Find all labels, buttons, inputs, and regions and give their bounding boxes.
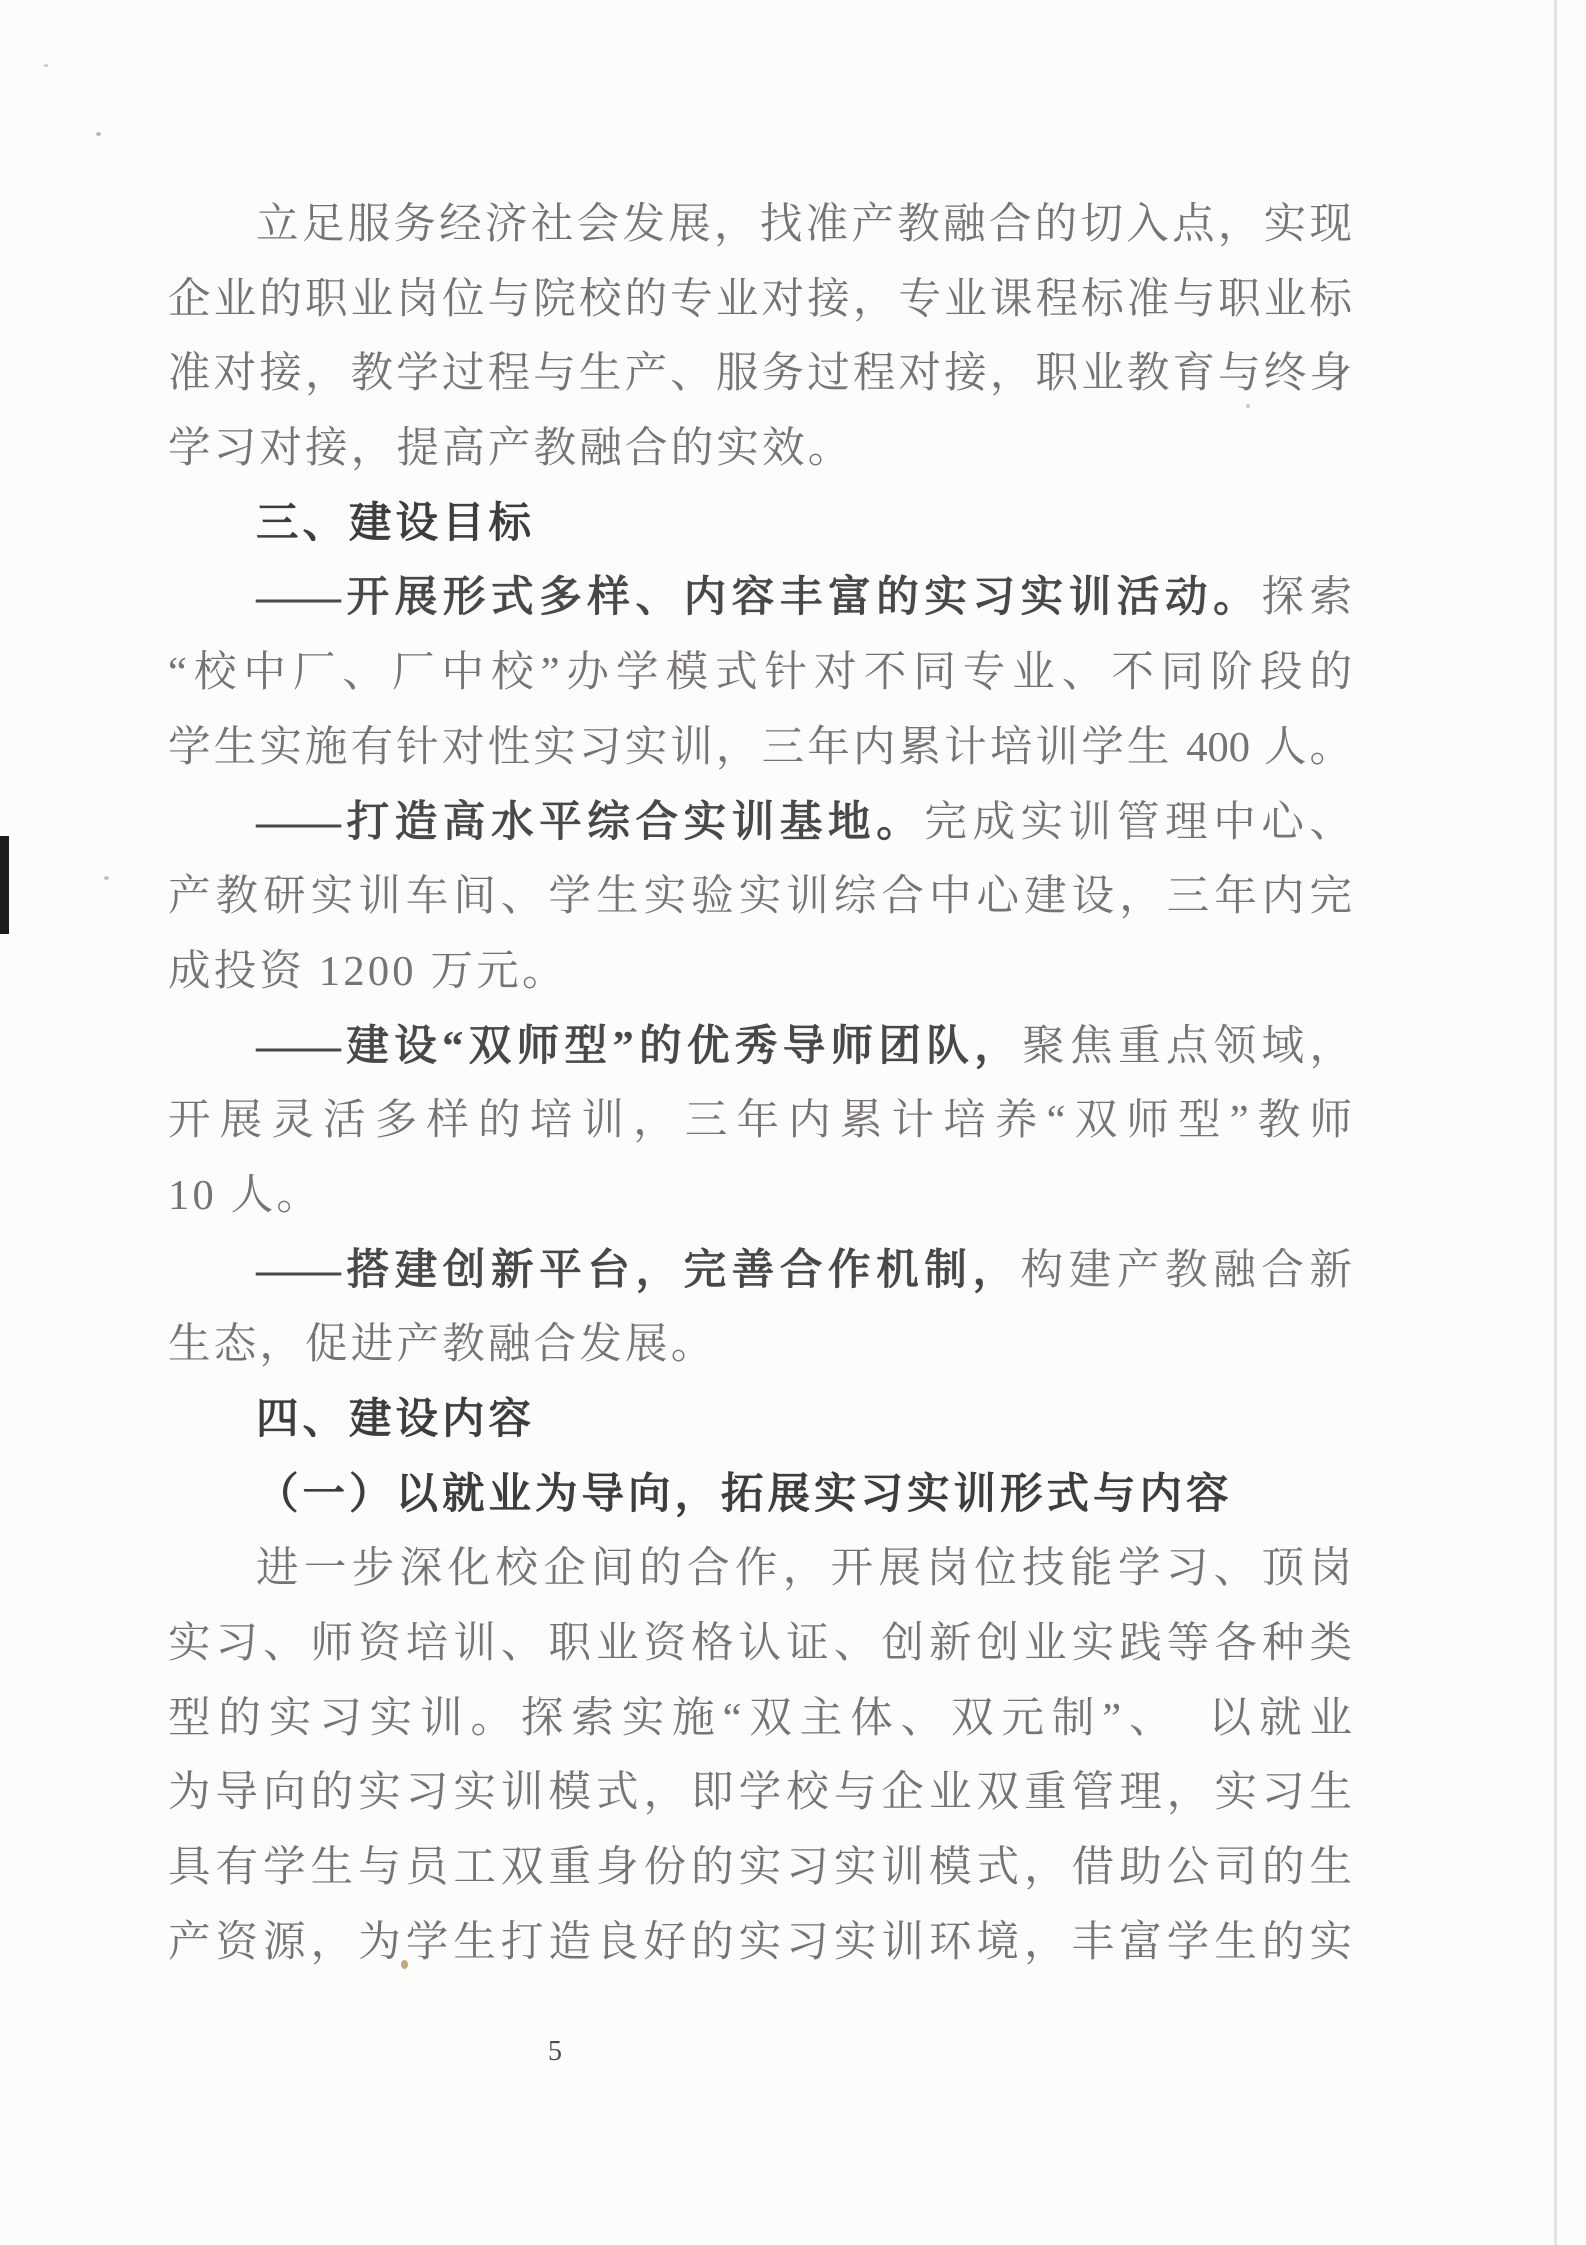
text-segment: 聚焦重点领域， [1022,1022,1352,1070]
bold-text-segment: （一）以就业为导向，拓展实习实训形式与内容 [256,1470,1233,1518]
bold-text-segment: ——搭建创新平台，完善合作机制， [256,1246,1021,1294]
scan-speck [44,64,48,67]
text-segment: 具有学生与员工双重身份的实习实训模式，借助公司的生 [168,1844,1352,1892]
scan-speck [96,132,101,136]
text-segment: 实习、师资培训、职业资格认证、创新创业实践等各种类 [168,1620,1352,1668]
text-segment: 10 人。 [168,1171,323,1219]
text-line [168,263,1352,338]
text-line [168,1234,1352,1309]
text-segment: 开展灵活多样的培训，三年内累计培养“双师型”教师 [168,1097,1352,1145]
document-body [168,188,1352,1981]
text-line [168,1906,1352,1981]
text-line [168,1532,1352,1607]
text-line [168,935,1352,1010]
text-line [168,1010,1352,1085]
text-segment: 学习对接，提高产教融合的实效。 [168,425,854,473]
text-line [168,1084,1352,1159]
text-line [168,786,1352,861]
text-segment: 为导向的实习实训模式，即学校与企业双重管理，实习生 [168,1769,1352,1817]
text-segment: 探索 [1261,574,1352,622]
text-segment: 成投资 1200 万元。 [168,947,568,995]
bold-text-segment: ——建设“双师型”的优秀导师团队， [256,1022,1023,1070]
scan-speck [104,876,109,880]
bold-text-segment: ——开展形式多样、内容丰富的实习实训活动。 [256,574,1262,622]
text-segment: 准对接，教学过程与生产、服务过程对接，职业教育与终身 [168,350,1352,398]
text-line [168,1682,1352,1757]
bold-text-segment: 三、建设目标 [256,499,536,547]
text-line [168,1756,1352,1831]
scanner-edge-streak [1554,0,1557,2245]
text-segment: 学生实施有针对性实习实训，三年内累计培训学生 400 人。 [168,723,1352,771]
text-segment: 企业的职业岗位与院校的专业对接，专业课程标准与职业标 [168,275,1352,323]
text-segment: 进一步深化校企间的合作，开展岗位技能学习、顶岗 [256,1545,1352,1593]
text-line [168,860,1352,935]
scan-artifact-bar [0,836,9,934]
text-line [168,1607,1352,1682]
text-segment: 构建产教融合新 [1020,1246,1352,1294]
text-segment: 完成实训管理中心、 [924,798,1352,846]
text-line [168,412,1352,487]
text-line [168,561,1352,636]
bold-text-segment: ——打造高水平综合实训基地。 [256,798,925,846]
text-segment: “校中厂、厂中校”办学模式针对不同专业、不同阶段的 [168,649,1352,697]
text-segment: 型的实习实训。探索实施“双主体、双元制”、 以就业 [168,1694,1352,1742]
page-number: 5 [548,2036,562,2067]
text-line [168,636,1352,711]
text-line [168,337,1352,412]
text-line [168,1159,1352,1234]
section-heading [168,487,1352,562]
text-segment: 产资源，为学生打造良好的实习实训环境，丰富学生的实 [168,1918,1352,1966]
bold-text-segment: 四、建设内容 [256,1396,536,1443]
section-heading [168,1383,1352,1458]
text-segment: 立足服务经济社会发展，找准产教融合的切入点，实现 [256,201,1352,248]
text-segment: 生态，促进产教融合发展。 [168,1321,717,1369]
section-heading [168,1458,1352,1533]
text-segment: 产教研实训车间、学生实验实训综合中心建设，三年内完 [168,873,1352,921]
text-line [168,711,1352,786]
text-line [168,188,1352,263]
text-line [168,1831,1352,1906]
text-line [168,1308,1352,1383]
